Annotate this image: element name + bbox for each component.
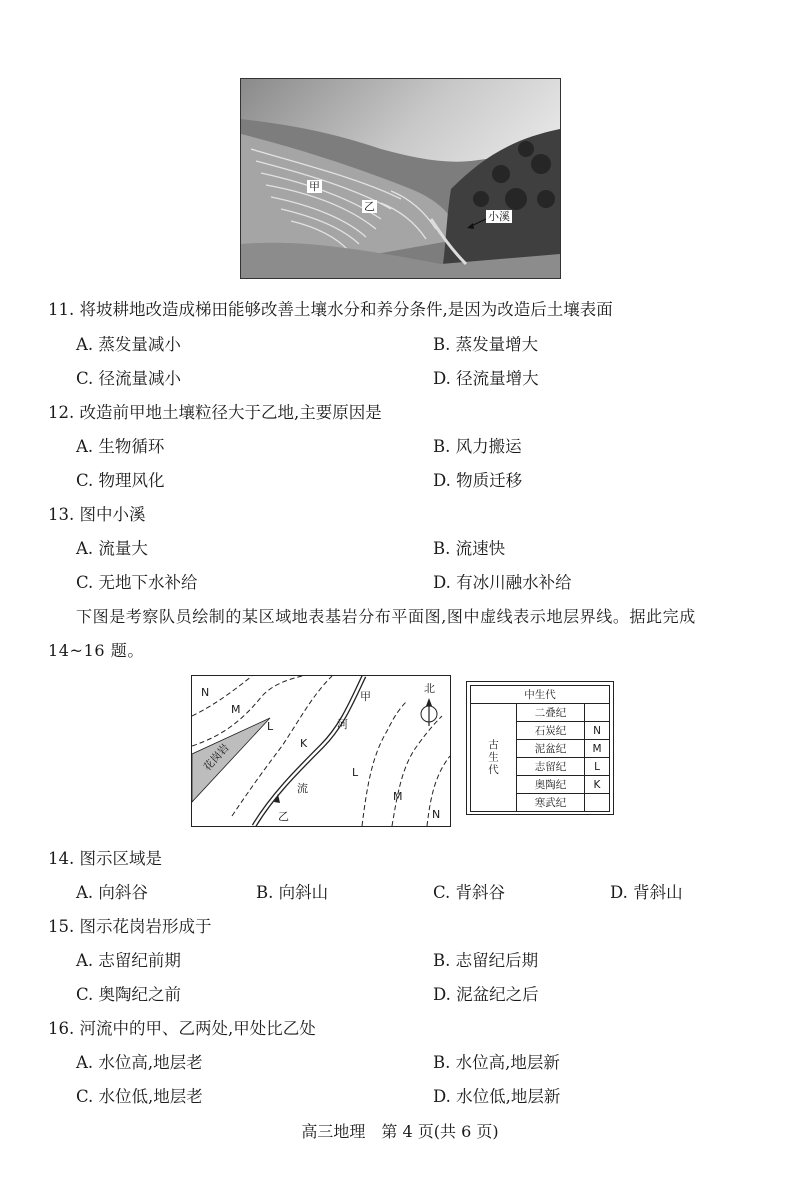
strata-paleozoic: 古生代 [471,704,517,812]
strata-period: 二叠纪 [517,704,585,722]
photo-label-jia: 甲 [309,180,320,193]
q13-option-b[interactable]: B. 流速快 [433,539,506,558]
q16-option-d[interactable]: D. 水位低,地层新 [433,1087,561,1106]
q16-option-a[interactable]: A. 水位高,地层老 [76,1053,203,1072]
map-label-yi: 乙 [278,810,289,823]
map-label-n-bottom: N [432,808,441,821]
q14-option-c[interactable]: C. 背斜谷 [433,883,506,902]
q11-option-c[interactable]: C. 径流量减小 [76,369,182,388]
q11-option-a[interactable]: A. 蒸发量减小 [76,335,181,354]
page-footer: 高三地理 第 4 页(共 6 页) [301,1122,499,1141]
question-15-stem: 15. 图示花岗岩形成于 [48,917,212,936]
q14-option-a[interactable]: A. 向斜谷 [76,883,148,902]
strata-code [585,704,610,722]
q15-option-d[interactable]: D. 泥盆纪之后 [433,985,539,1004]
strata-period: 石炭纪 [517,722,585,740]
terrace-photo [240,78,561,279]
intro-line-1: 下图是考察队员绘制的某区域地表基岩分布平面图,图中虚线表示地层界线。据此完成 [76,607,696,626]
q16-option-c[interactable]: C. 水位低,地层老 [76,1087,203,1106]
q12-option-d[interactable]: D. 物质迁移 [433,471,523,490]
bedrock-map [191,675,451,827]
question-11-stem: 11. 将坡耕地改造成梯田能够改善土壤水分和养分条件,是因为改造后土壤表面 [48,300,613,319]
map-label-l-mid: L [352,766,359,779]
strata-code [585,794,610,812]
q13-option-d[interactable]: D. 有冰川融水补给 [433,573,572,592]
strata-code: M [585,740,610,758]
q12-option-b[interactable]: B. 风力搬运 [433,437,522,456]
strata-legend [466,681,614,815]
q11-option-b[interactable]: B. 蒸发量增大 [433,335,539,354]
map-label-m-mid: M [393,790,403,803]
map-label-n-top: N [201,686,210,699]
q12-option-c[interactable]: C. 物理风化 [76,471,165,490]
question-13-stem: 13. 图中小溪 [48,505,146,524]
strata-code: L [585,758,610,776]
strata-period: 志留纪 [517,758,585,776]
map-label-m-top: M [231,703,241,716]
map-label-k: K [300,737,308,750]
map-label-liu: 流 [297,782,308,795]
question-14-stem: 14. 图示区域是 [48,849,162,868]
q12-option-a[interactable]: A. 生物循环 [76,437,165,456]
strata-code: N [585,722,610,740]
q14-option-d[interactable]: D. 背斜山 [610,883,683,902]
map-label-granite: 花岗岩 [201,741,232,774]
strata-table [470,685,610,812]
strata-code: K [585,776,610,794]
strata-period: 奥陶纪 [517,776,585,794]
strata-period: 泥盆纪 [517,740,585,758]
strata-period: 寒武纪 [517,794,585,812]
intro-line-2: 14~16 题。 [48,641,145,660]
q15-option-c[interactable]: C. 奥陶纪之前 [76,985,182,1004]
q16-option-b[interactable]: B. 水位高,地层新 [433,1053,560,1072]
question-16-stem: 16. 河流中的甲、乙两处,甲处比乙处 [48,1019,316,1038]
q15-option-a[interactable]: A. 志留纪前期 [76,951,181,970]
photo-label-stream: 小溪 [488,210,510,223]
terrace-photo-image [241,79,560,278]
q13-option-a[interactable]: A. 流量大 [76,539,148,558]
map-north-label: 北 [424,682,435,695]
photo-label-yi: 乙 [364,200,375,213]
question-12-stem: 12. 改造前甲地土壤粒径大于乙地,主要原因是 [48,403,382,422]
q13-option-c[interactable]: C. 无地下水补给 [76,573,198,592]
strata-mesozoic: 中生代 [471,686,610,704]
map-label-he: 河 [337,718,348,731]
q14-option-b[interactable]: B. 向斜山 [256,883,329,902]
q15-option-b[interactable]: B. 志留纪后期 [433,951,539,970]
map-label-jia: 甲 [360,690,371,703]
map-label-l-top: L [267,720,274,733]
q11-option-d[interactable]: D. 径流量增大 [433,369,539,388]
